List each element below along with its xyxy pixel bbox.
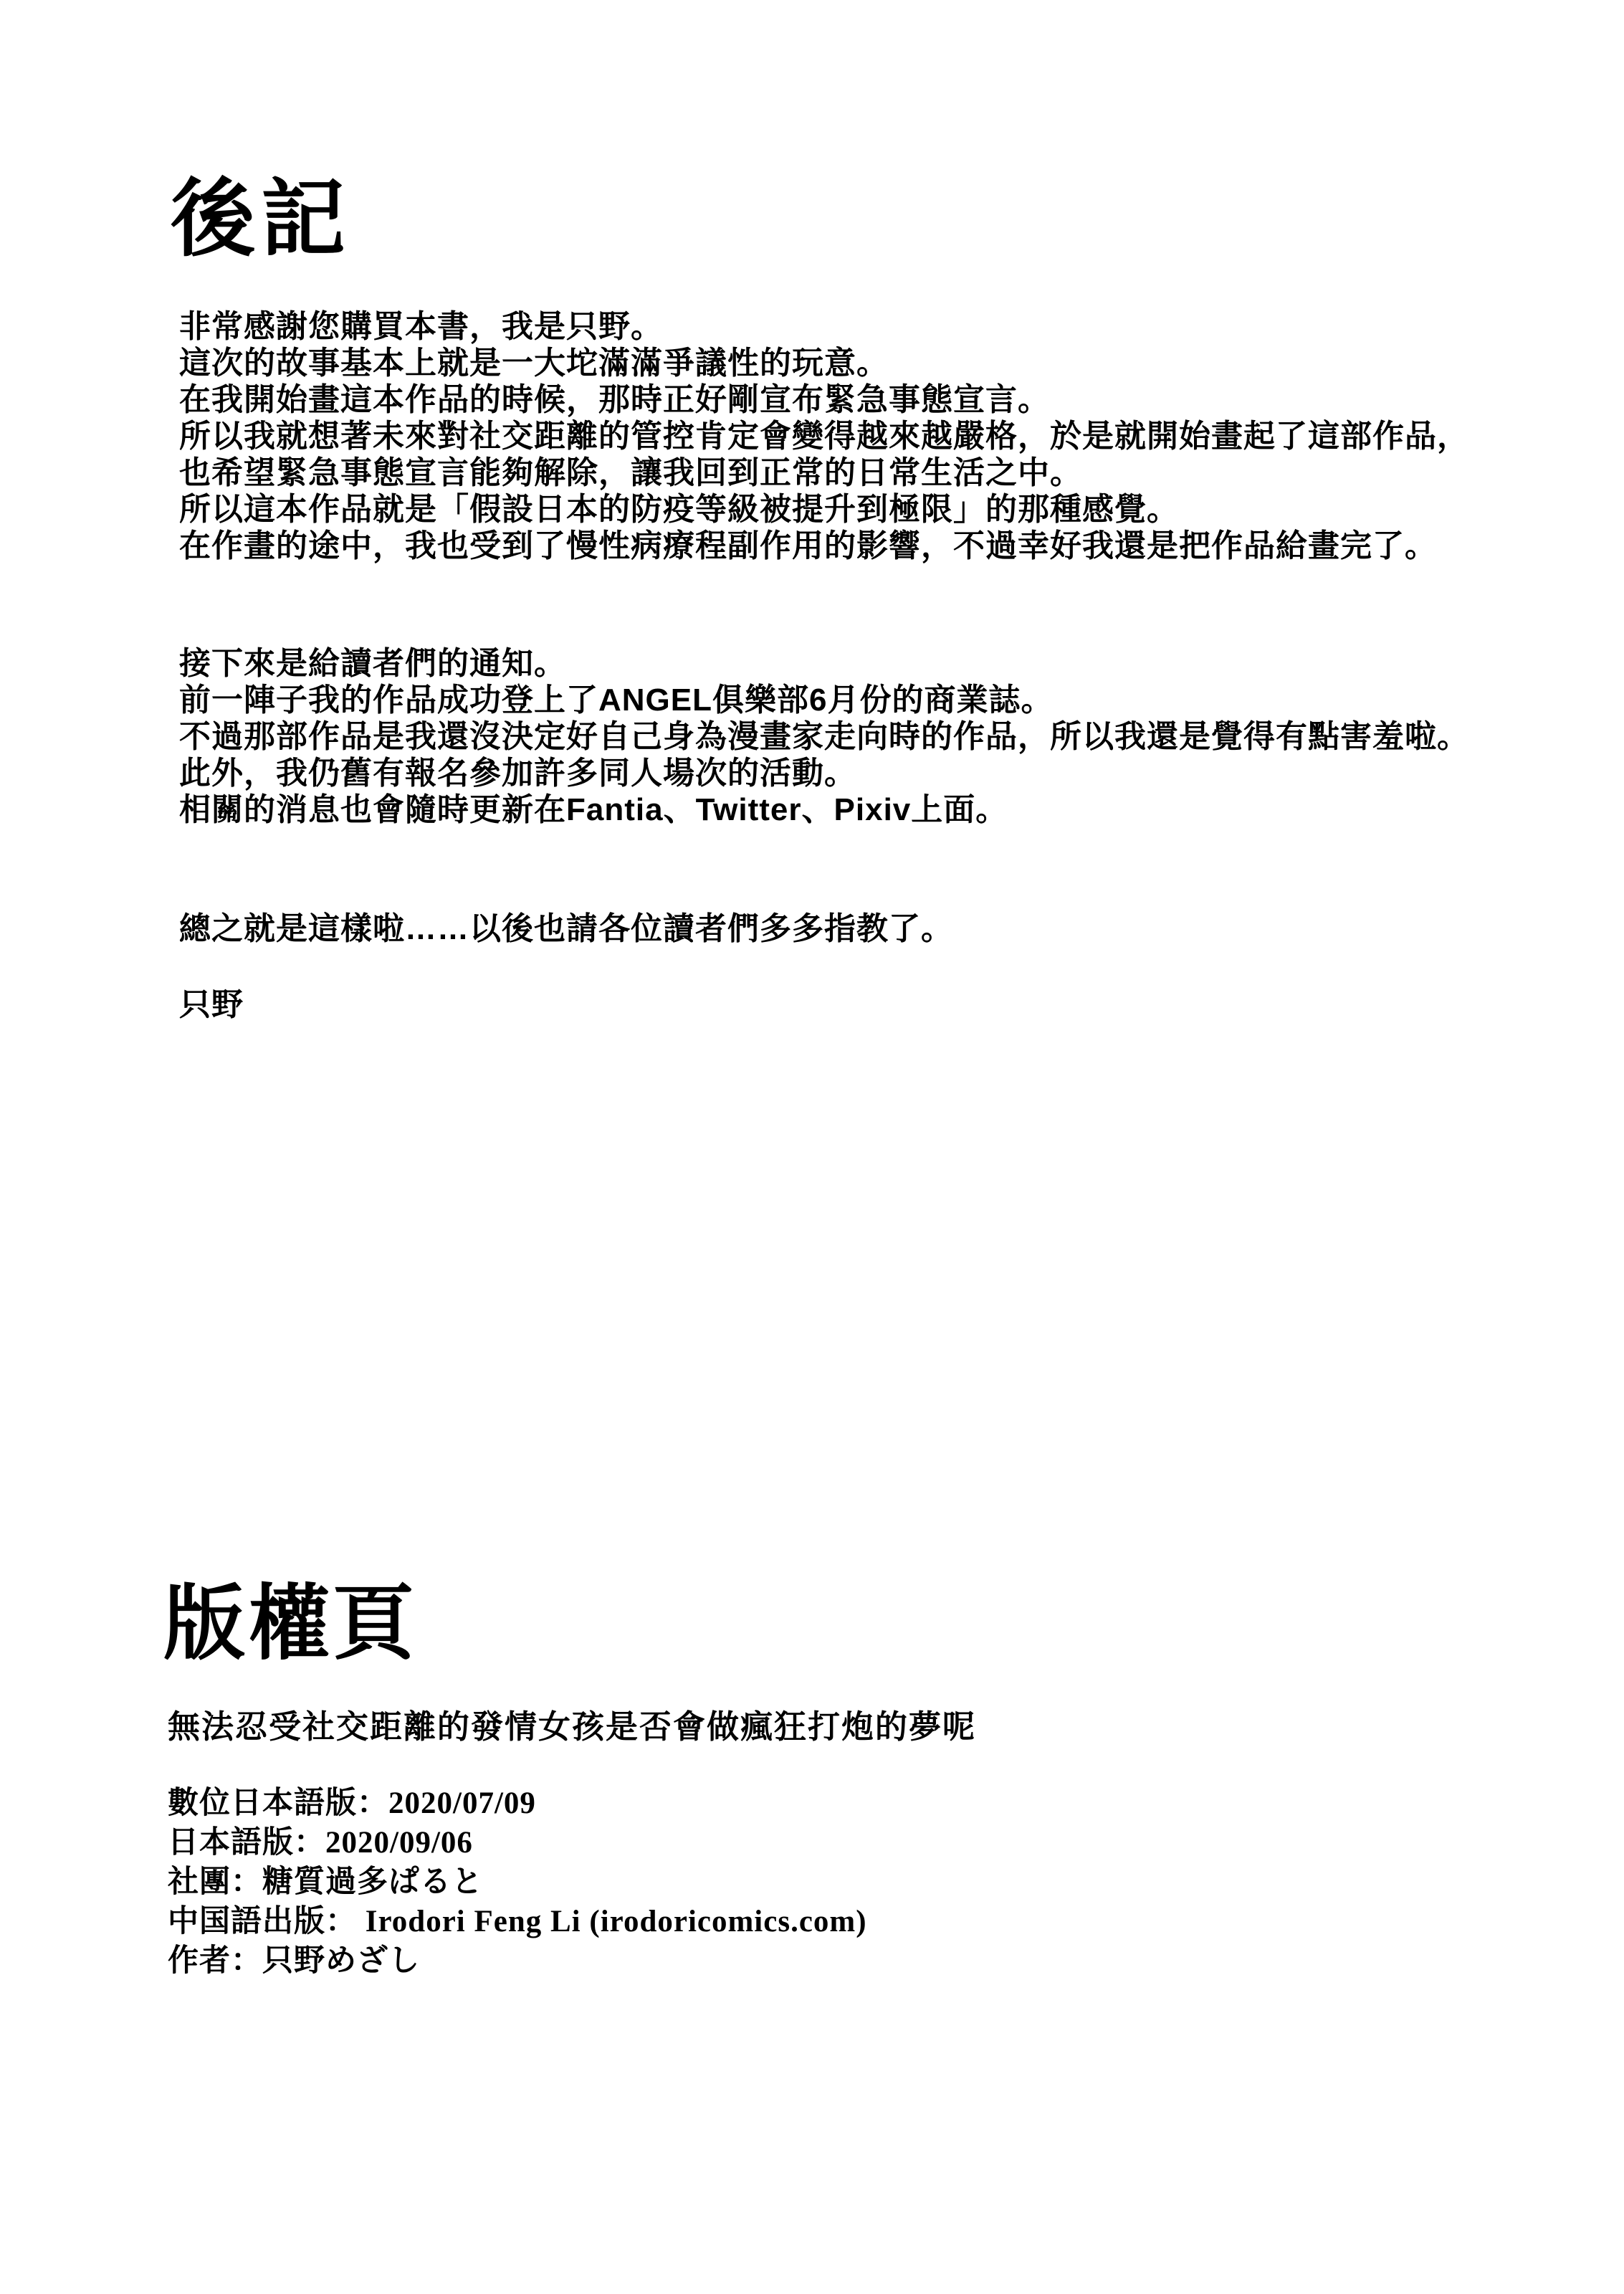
afterword-closing — [179, 910, 953, 947]
afterword-line: 非常感謝您購買本書，我是只野。 — [179, 309, 663, 344]
colophon-credits — [168, 1784, 867, 1981]
afterword-line: 此外，我仍舊有報名參加許多同人場次的活動。 — [179, 756, 856, 791]
afterword-line: 所以這本作品就是「假設日本的防疫等級被提升到極限」的那種感覺。 — [179, 492, 1179, 527]
author-signature — [179, 986, 244, 1023]
author-signature-text: 只野 — [179, 987, 244, 1022]
afterword-line: 這次的故事基本上就是一大坨滿滿爭議性的玩意。 — [179, 346, 889, 381]
afterword-line: 所以我就想著未來對社交距離的管控肯定會變得越來越嚴格，於是就開始畫起了這部作品， — [179, 419, 1469, 454]
afterword-notice-paragraph — [179, 645, 1469, 828]
afterword-line: 前一陣子我的作品成功登上了ANGEL俱樂部6月份的商業誌。 — [179, 682, 1054, 718]
afterword-line: 相關的消息也會隨時更新在Fantia、Twitter、Pixiv上面。 — [179, 792, 1008, 827]
afterword-title: 後記 — [171, 172, 352, 267]
afterword-line: 在作畫的途中，我也受到了慢性病療程副作用的影響，不過幸好我還是把作品給畫完了。 — [179, 528, 1437, 563]
afterword-closing-line: 總之就是這樣啦……以後也請各位讀者們多多指教了。 — [179, 911, 953, 946]
afterword-line: 接下來是給讀者們的通知。 — [179, 646, 566, 681]
afterword-intro-paragraph — [179, 308, 1469, 564]
credit-digital-jp-edition: 數位日本語版：2020/07/09 — [168, 1786, 536, 1820]
colophon-title: 版權頁 — [163, 1579, 418, 1670]
afterword-line: 在我開始畫這本作品的時候，那時正好剛宣布緊急事態宣言。 — [179, 382, 1050, 417]
book-title: 無法忍受社交距離的發情女孩是否會做瘋狂打炮的夢呢 — [168, 1709, 977, 1745]
credit-author: 作者：只野めざし — [168, 1944, 420, 1978]
credit-jp-edition: 日本語版：2020/09/06 — [168, 1826, 473, 1860]
afterword-line: 也希望緊急事態宣言能夠解除，讓我回到正常的日常生活之中。 — [179, 455, 1082, 490]
credit-circle: 社團：糖質過多ぱると — [168, 1865, 483, 1899]
credit-cn-publisher: 中国語出版： Irodori Feng Li (irodoricomics.com) — [168, 1905, 867, 1938]
afterword-line: 不過那部作品是我還沒決定好自己身為漫畫家走向時的作品，所以我還是覺得有點害羞啦。 — [179, 719, 1469, 754]
